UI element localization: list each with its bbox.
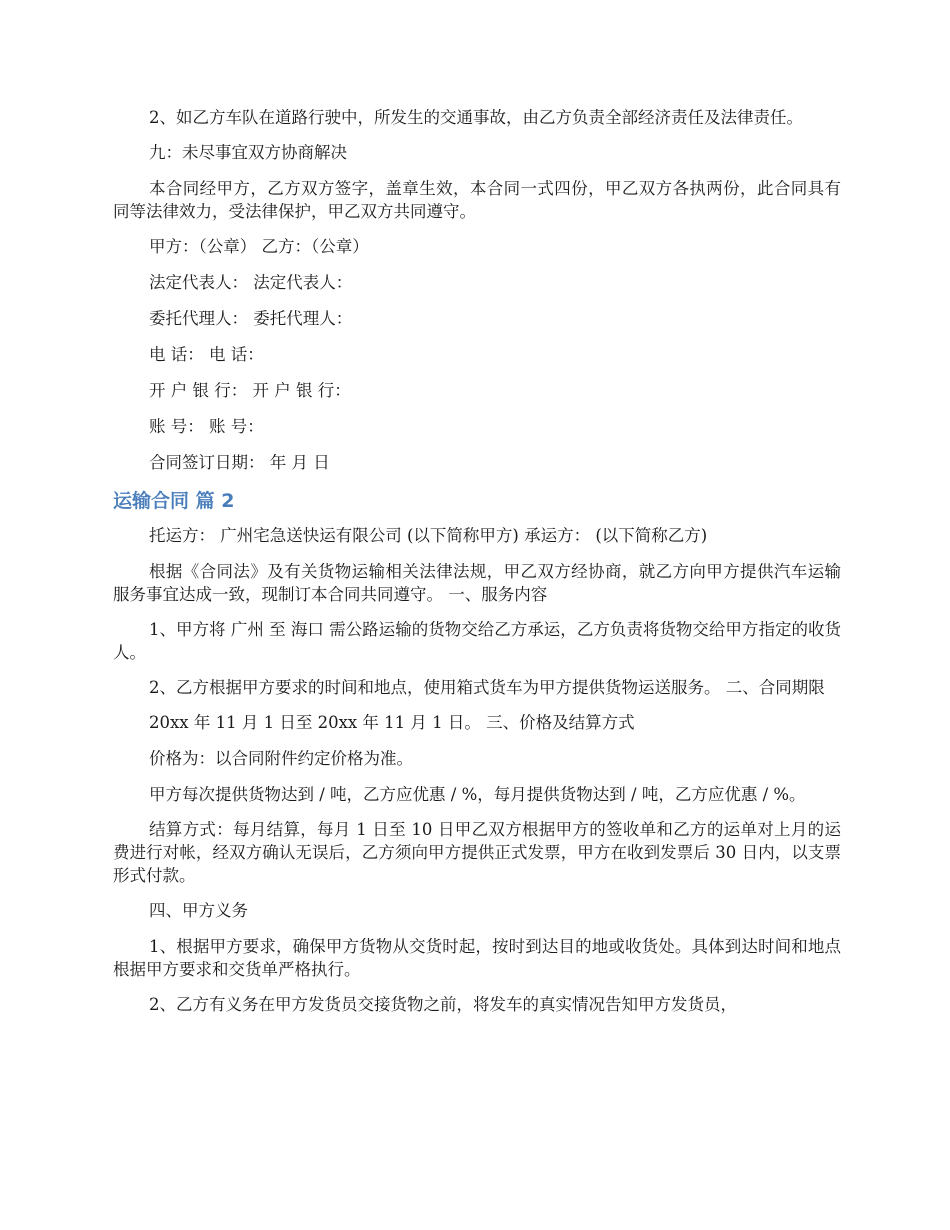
signature-line-phone: 电 话： 电 话： xyxy=(149,345,264,364)
document-page xyxy=(113,106,841,1028)
section-heading: 运输合同 篇 2 xyxy=(113,490,235,512)
signature-line-bank: 开 户 银 行： 开 户 银 行： xyxy=(149,381,351,400)
paragraph: 九：未尽事宜双方协商解决 xyxy=(149,143,347,162)
paragraph: 价格为：以合同附件约定价格为准。 xyxy=(149,749,413,768)
signature-line-date: 合同签订日期： 年 月 日 xyxy=(149,453,330,472)
paragraph: 根据《合同法》及有关货物运输相关法律法规，甲乙双方经协商，就乙方向甲方提供汽车运输服务事宜达成一致，现制订本合同共同遵守。 一、服务内容 xyxy=(113,562,841,604)
paragraph: 1、根据甲方要求，确保甲方货物从交货时起，按时到达目的地或收货处。具体到达时间和地点根据甲方要求和交货单严格执行。 xyxy=(113,937,841,979)
paragraph: 甲方每次提供货物达到 / 吨，乙方应优惠 / %，每月提供货物达到 / 吨，乙方应优惠 / %。 xyxy=(149,785,806,804)
paragraph: 托运方： 广州宅急送快运有限公司 (以下简称甲方) 承运方： (以下简称乙方) xyxy=(149,526,708,545)
paragraph: 结算方式：每月结算，每月 1 日至 10 日甲乙双方根据甲方的签收单和乙方的运单对上月的运费进行对帐，经双方确认无误后，乙方须向甲方提供正式发票，甲方在收到发票后 30 日内，以支票形式付款。 xyxy=(113,820,841,885)
paragraph: 四、甲方义务 xyxy=(149,901,248,920)
paragraph: 2、如乙方车队在道路行驶中，所发生的交通事故，由乙方负责全部经济责任及法律责任。 xyxy=(149,108,803,127)
signature-line-legal-rep: 法定代表人： 法定代表人： xyxy=(149,273,353,292)
paragraph: 1、甲方将 广州 至 海口 需公路运输的货物交给乙方承运，乙方负责将货物交给甲方指定的收货人。 xyxy=(113,620,841,662)
signature-line-account: 账 号： 账 号： xyxy=(149,417,264,436)
signature-line-party: 甲方：（公章） 乙方：（公章） xyxy=(149,237,369,256)
signature-line-agent: 委托代理人： 委托代理人： xyxy=(149,309,353,328)
paragraph: 本合同经甲方，乙方双方签字，盖章生效，本合同一式四份，甲乙双方各执两份，此合同具有同等法律效力，受法律保护，甲乙双方共同遵守。 xyxy=(113,179,841,221)
paragraph: 20xx 年 11 月 1 日至 20xx 年 11 月 1 日。 三、价格及结算方式 xyxy=(149,713,635,732)
paragraph: 2、乙方有义务在甲方发货员交接货物之前，将发车的真实情况告知甲方发货员， xyxy=(149,995,737,1014)
paragraph: 2、乙方根据甲方要求的时间和地点，使用箱式货车为甲方提供货物运送服务。 二、合同期限 xyxy=(149,678,825,697)
